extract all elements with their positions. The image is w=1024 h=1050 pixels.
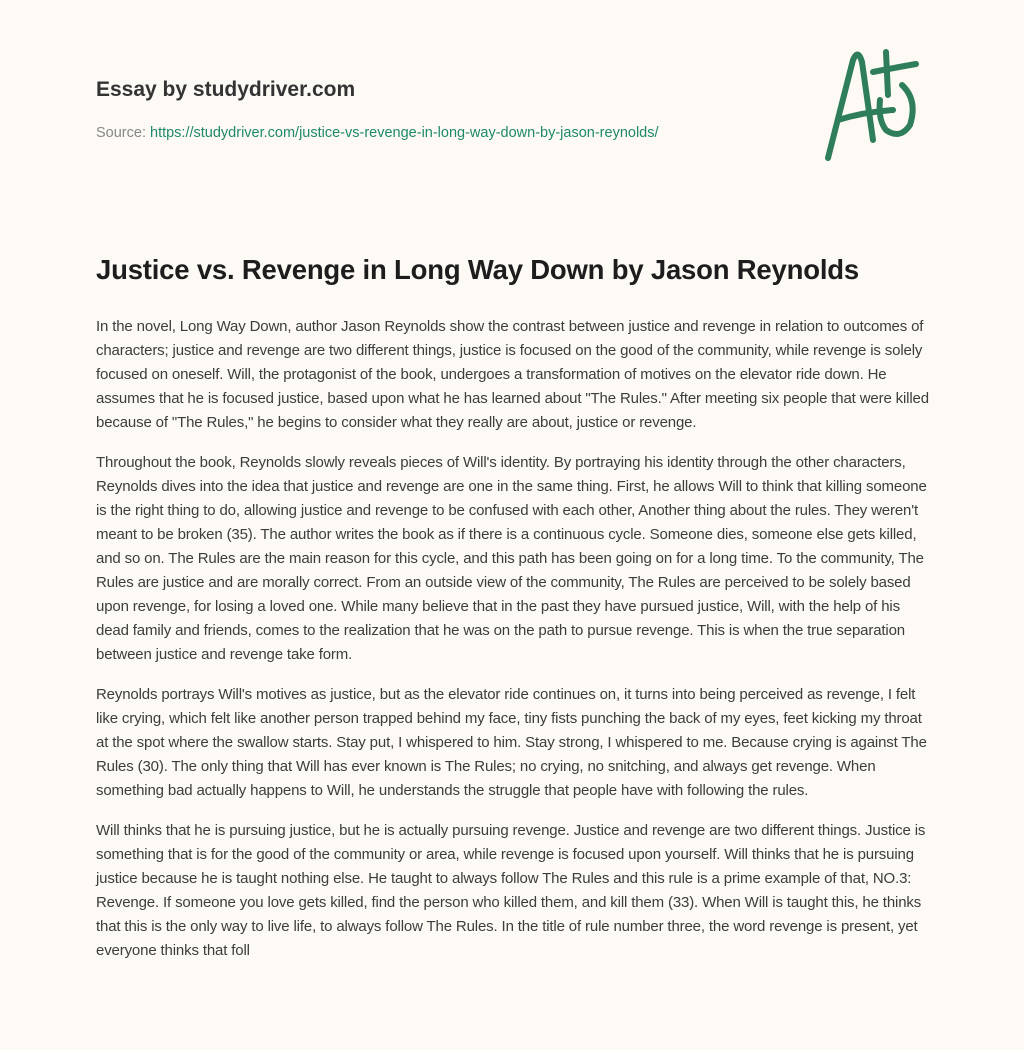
- paragraph: In the novel, Long Way Down, author Jason Reynolds show the contrast between justice and revenge in relation to outcomes of characters; justice and revenge are two different things, justice is focused on the good of the community, while revenge is solely focused on oneself. Will, the protagonist of the book, undergoes a transformation of motives on the elevator ride down. He assumes that he is focused justice, based upon what he has learned about "The Rules." After meeting six people that were killed because of "The Rules," he begins to consider what they really are about, justice or revenge.: [96, 318, 929, 431]
- source-line: [96, 125, 659, 141]
- site-header: [96, 78, 355, 102]
- paragraph: Reynolds portrays Will's motives as justice, but as the elevator ride continues on, it turns into being perceived as revenge, I felt like crying, which felt like another person trapped behind my face, tiny fists punching the back of my eyes, feet kicking my throat at the spot where the swallow starts. Stay put, I whispered to him. Stay strong, I whispered to me. Because crying is against The Rules (30). The only thing that Will has ever known is The Rules; no crying, no snitching, and always get revenge. When something bad actually happens to Will, he understands the struggle that people have with following the rules.: [96, 686, 927, 799]
- source-label: Source:: [96, 125, 150, 141]
- source-link[interactable]: https://studydriver.com/justice-vs-revenge-in-long-way-down-by-jason-reynolds/: [150, 125, 659, 141]
- paragraph: Will thinks that he is pursuing justice, but he is actually pursuing revenge. Justice and revenge are two different things. Justice is something that is for the good of the community or area, while revenge is focused upon yourself. Will thinks that he is pursuing justice because he is taught nothing else. He taught to always follow The Rules and this rule is a prime example of that, NO.3: Revenge. If someone you love gets killed, find the person who killed them, and kill them (33). When Will is taught this, he thinks that this is the only way to live life, to always follow The Rules. In the title of rule number three, the word revenge is present, yet everyone thinks that foll: [96, 822, 926, 959]
- paragraph: Throughout the book, Reynolds slowly reveals pieces of Will's identity. By portraying his identity through the other characters, Reynolds dives into the idea that justice and revenge are one in the same thing. First, he allows Will to think that killing someone is the right thing to do, allowing justice and revenge to be confused with each other, Another thing about the rules. They weren't meant to be broken (35). The author writes the book as if there is a continuous cycle. Someone dies, someone else gets killed, and so on. The Rules are the main reason for this cycle, and this path has been going on for a long time. To the community, The Rules are justice and are morally correct. From an outside view of the community, The Rules are perceived to be solely based upon revenge, for losing a loved one. While many believe that in the past they have pursued justice, Will, with the help of his dead family and friends, comes to the realization that he was on the path to pursue revenge. This is when the true separation between justice and revenge take form.: [96, 454, 927, 663]
- a-plus-logo-icon: [818, 40, 933, 165]
- brand-title: Essay by studydriver.com: [96, 78, 356, 101]
- article-title: Justice vs. Revenge in Long Way Down by Jason Reynolds: [96, 254, 859, 285]
- article-body: [96, 315, 936, 979]
